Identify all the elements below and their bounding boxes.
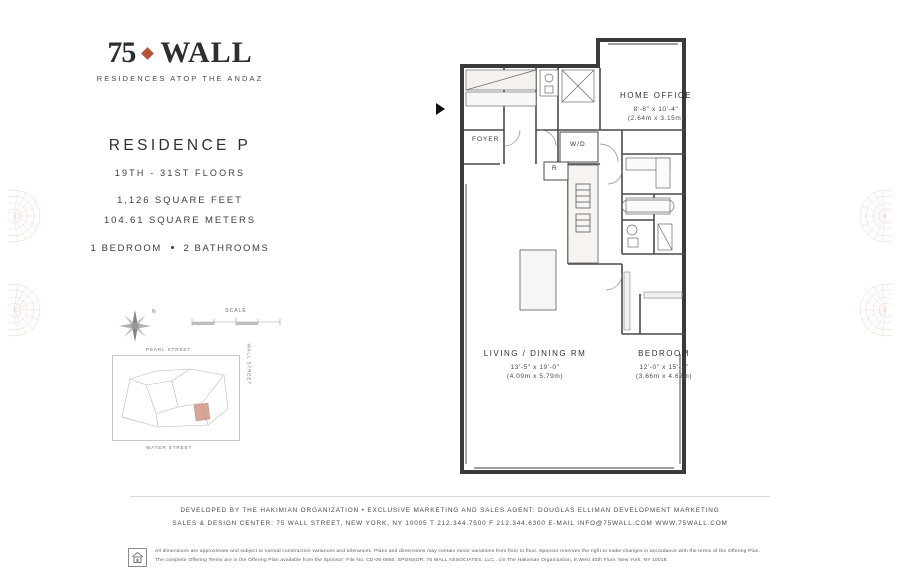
bedroom-dim-ft: 12'-0" x 15'-2" (639, 363, 689, 371)
room-label-living-dining (456, 348, 614, 381)
keyplan-street-bottom: WATER STREET (146, 445, 193, 450)
keyplan-street-right: WALL STREET (246, 343, 251, 385)
footer-disclaimer-1: All dimensions are approximate and subject to normal construction variances and tolerances. Plans and dimensions may contain minor variations from floor to floor. Sponsor reserves the right to make changes in accordance with the terms of the Offering Plan. (155, 549, 761, 554)
key-plan-highlight (194, 403, 210, 421)
tag-washer-dryer: W/D (570, 141, 586, 148)
brand-logo (60, 36, 300, 83)
footer-disclaimer-2: The complete Offering Terms are in the Offering Plan available from the Sponsor: File No. CD-06-0850. SPONSOR: 75 WALL ASSOCIATES, LLC., c/o The Hakimian Organization, 8 West 40th Floor, New York, NY 10018. (155, 558, 669, 564)
bullet-icon (171, 246, 174, 249)
footer (0, 492, 900, 582)
residence-floors: 19TH - 31ST FLOORS (114, 168, 246, 178)
scale-bar (190, 308, 282, 337)
bathroom-count: 2 BATHROOMS (183, 243, 270, 254)
floor-plan (448, 34, 716, 474)
residence-rooms-summary (60, 243, 300, 254)
bedroom-count: 1 BEDROOM (90, 243, 162, 254)
residence-details (60, 137, 300, 254)
footer-line-1: DEVELOPED BY THE HAKIMIAN ORGANIZATION • EXCLUSIVE MARKETING AND SALES AGENT: DOUGLAS ELLIMAN DEVELOPMENT MARKETING (180, 507, 720, 514)
home-office-name: HOME OFFICE (619, 91, 693, 100)
bedroom-name: BEDROOM (638, 349, 690, 358)
room-label-home-office (600, 90, 712, 123)
decorative-medallion-right (858, 168, 892, 358)
residence-info-panel (60, 36, 360, 254)
home-office-dim-m: (2.64m x 3.15m) (627, 115, 685, 123)
equal-housing-opportunity-icon (128, 548, 147, 567)
living-dining-dim-ft: 13'-5" x 19'-0" (510, 363, 560, 371)
residence-square-feet: 1,126 SQUARE FEET (117, 195, 243, 206)
footer-disclaimer (155, 547, 780, 565)
footer-line-2: SALES & DESIGN CENTER: 75 WALL STREET, NEW YORK, NY 10005 T 212.344.7500 F 212.344.6300 E-MAIL INFO@75WALL.COM WWW.75WALL.COM (172, 520, 728, 528)
bedroom-dim-m: (3.66m x 4.62m) (635, 373, 693, 381)
diamond-icon (141, 47, 154, 60)
logo-tagline: RESIDENCES ATOP THE ANDAZ (96, 74, 264, 83)
footer-contact (0, 504, 900, 531)
living-dining-name: LIVING / DINING RM (483, 349, 587, 358)
compass-and-scale (105, 300, 285, 350)
logo-word: WALL (160, 36, 253, 69)
residence-title: RESIDENCE P (108, 137, 252, 154)
keyplan-street-top: PEARL STREET (146, 347, 192, 352)
decorative-medallion-left (8, 168, 42, 358)
footer-divider (130, 496, 770, 497)
entry-arrow-icon (436, 103, 445, 115)
logo-number: 75 (107, 36, 136, 69)
compass-north-letter: N (152, 309, 156, 315)
scale-label: SCALE (225, 308, 247, 314)
tag-foyer: FOYER (472, 136, 500, 143)
home-office-dim-ft: 8'-8" x 10'-4" (633, 105, 679, 113)
tag-refrigerator: R (552, 165, 558, 172)
compass-icon (115, 300, 169, 348)
residence-square-meters: 104.61 SQUARE METERS (103, 215, 257, 226)
living-dining-dim-m: (4.09m x 5.79m) (506, 373, 564, 381)
room-label-bedroom (608, 348, 720, 381)
key-plan (112, 343, 251, 450)
